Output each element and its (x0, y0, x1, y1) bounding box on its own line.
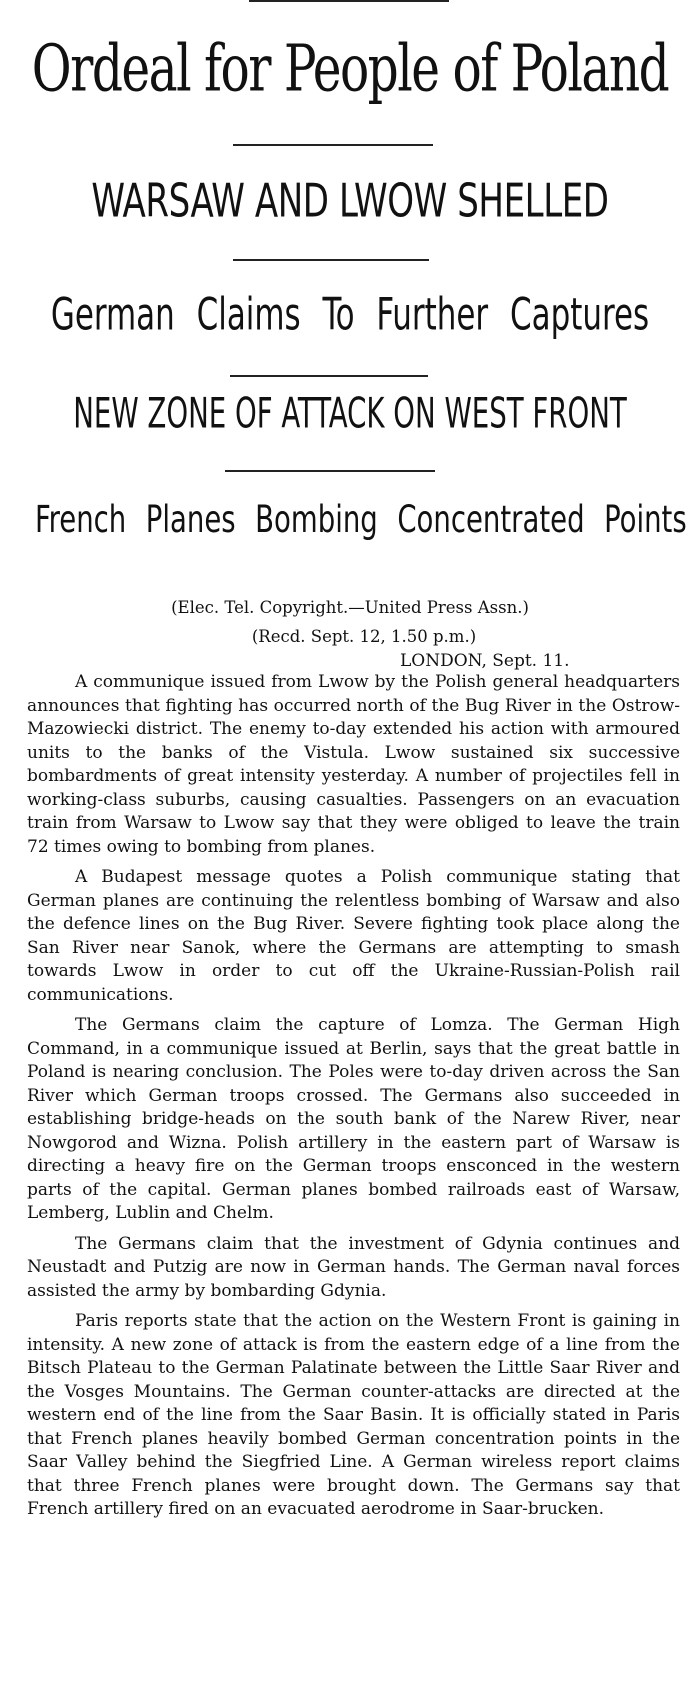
main-headline: Ordeal for People of Poland (31, 30, 669, 107)
article-paragraph: A communique issued from Lwow by the Polish general headquarters announces that fighting has occurred north of the Bug River in the Ostrow-Mazowiecki district. The enemy to-day extended his action with armoured units to the banks of the Vistula. Lwow sustained six successive bombardments of great intensity yesterday. A number of projectiles fell in working-class suburbs, causing casualties. Passengers on an evacuation train from Warsaw to Lwow say that they were obliged to leave the train 72 times owing to bombing from planes. (27, 672, 680, 857)
received-credit: (Recd. Sept. 12, 1.50 p.m.) (251, 627, 477, 646)
headline-divider (230, 375, 428, 377)
top-rule (249, 0, 449, 2)
headline-divider (233, 144, 433, 146)
copyright-credit: (Elec. Tel. Copyright.—United Press Assn.) (171, 598, 529, 617)
article-paragraph: A Budapest message quotes a Polish communique stating that German planes are continuing the relentless bombing of Warsaw and also the defence lines on the Bug River. Severe fighting took place along the San River near Sanok, where the Germans are attempting to smash towards Lwow in order to cut off the Ukraine-Russian-Polish rail communications. (27, 867, 680, 1005)
headline-divider (233, 259, 429, 261)
article-paragraph: The Germans claim the capture of Lomza. The German High Command, in a communique issued at Berlin, says that the great battle in Poland is nearing conclusion. The Poles were to-day driven across the San River which German troops crossed. The Germans also succeeded in establishing bridge-heads on the south bank of the Narew River, near Nowgorod and Wizna. Polish artillery in the eastern part of Warsaw is directing a heavy fire on the German troops ensconced in the western parts of the capital. German planes bombed railroads east of Warsaw, Lemberg, Lublin and Chelm. (27, 1015, 680, 1223)
headline-divider (225, 470, 435, 472)
fourth-headline: NEW ZONE OF ATTACK ON WEST FRONT (73, 389, 627, 438)
second-headline: WARSAW AND LWOW SHELLED (91, 174, 609, 229)
article-paragraph: Paris reports state that the action on the Western Front is gaining in intensity. A new zone of attack is from the eastern edge of a line from the Bitsch Plateau to the German Palatinate between the Little Saar River and the Vosges Mountains. The German counter-attacks are directed at the western end of the line from the Saar Basin. It is officially stated in Paris that French planes heavily bombed German concentration points in the Saar Valley behind the Siegfried Line. A German wireless report claims that three French planes were brought down. The Germans say that French artillery fired on an evacuated aerodrome in Saar-brucken. (27, 1311, 680, 1519)
article-paragraph: The Germans claim that the investment of Gdynia continues and Neustadt and Putzig are now in German hands. The German naval forces assisted the army by bombarding Gdynia. (27, 1233, 680, 1301)
article-body (27, 671, 680, 1529)
dateline: LONDON, Sept. 11. (400, 651, 570, 671)
fifth-headline: French Planes Bombing Concentrated Points (35, 498, 687, 542)
third-headline: German Claims To Further Captures (50, 289, 650, 341)
